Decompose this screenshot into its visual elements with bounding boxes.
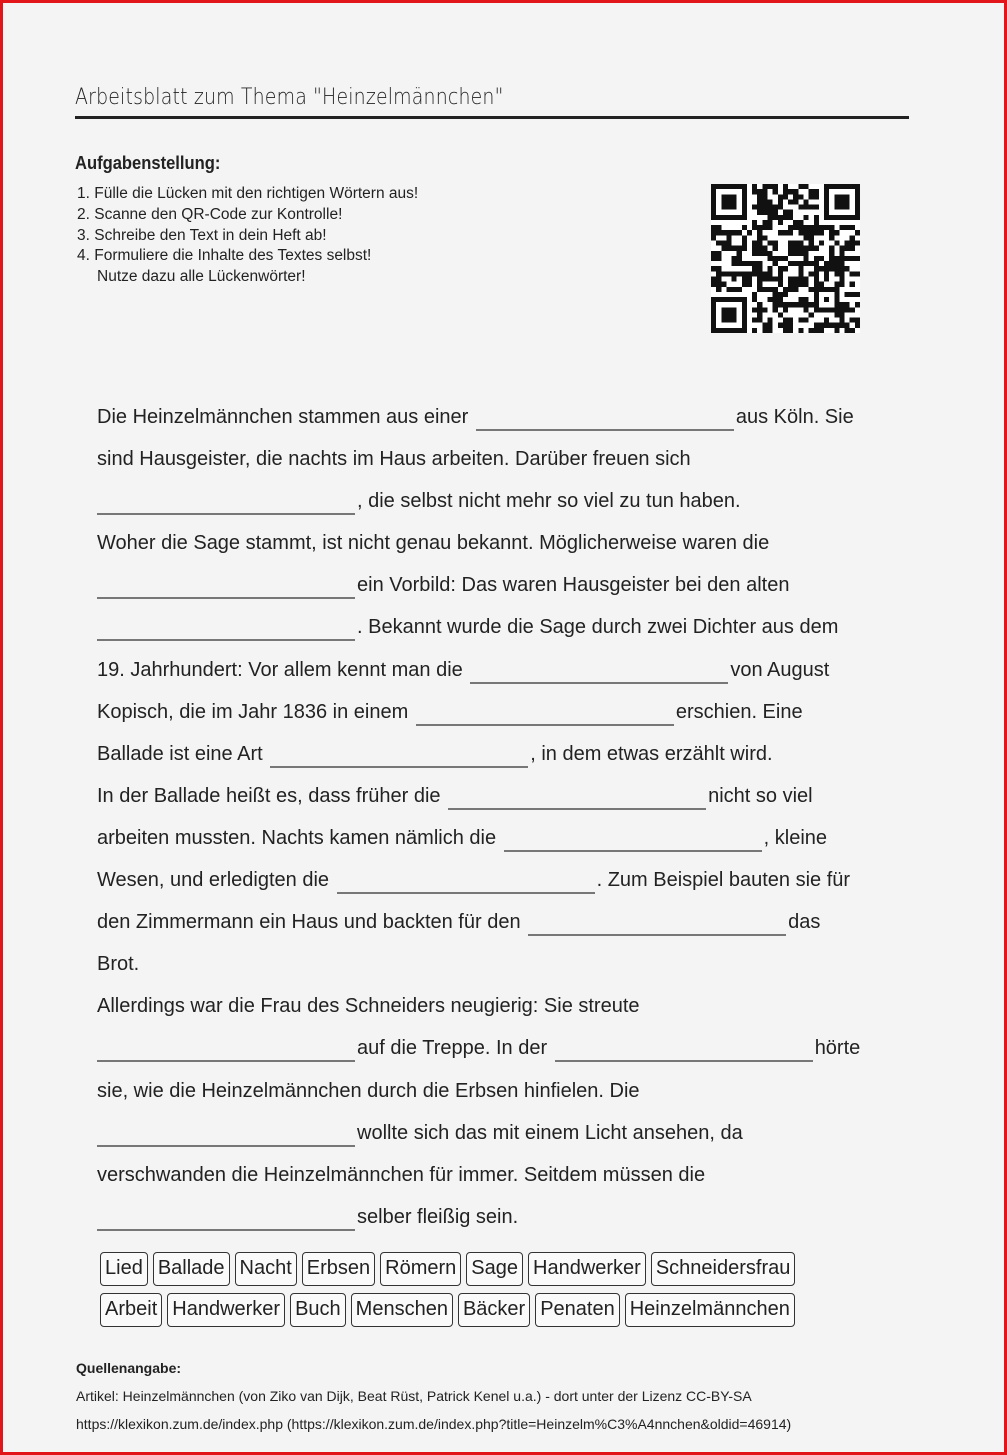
word-bank-item[interactable]: Erbsen — [302, 1252, 375, 1286]
text-segment: sind Hausgeister, die nachts im Haus arbeiten. Darüber freuen sich — [97, 448, 691, 471]
qr-code-icon[interactable] — [711, 184, 860, 333]
text-segment: , die selbst nicht mehr so viel zu tun haben. — [357, 490, 741, 513]
blank-field[interactable] — [470, 660, 728, 684]
task-item: 4. Formuliere die Inhalte des Textes selbst! — [77, 247, 372, 265]
blank-field[interactable] — [476, 407, 734, 431]
blank-field[interactable] — [97, 491, 355, 515]
text-segment: , kleine — [763, 826, 828, 849]
word-bank-item[interactable]: Sage — [466, 1252, 523, 1286]
text-line — [97, 1196, 897, 1238]
text-line — [97, 817, 897, 859]
word-bank-item[interactable]: Römern — [380, 1252, 461, 1286]
word-bank-item[interactable]: Schneidersfrau — [651, 1252, 796, 1286]
text-segment: nicht so viel — [708, 784, 813, 807]
task-list — [77, 184, 418, 288]
text-line — [97, 1070, 897, 1112]
blank-field[interactable] — [555, 1038, 813, 1062]
blank-field[interactable] — [97, 617, 355, 641]
text-segment: den Zimmermann ein Haus und backten für den — [97, 911, 527, 934]
page-title: Arbeitsblatt zum Thema "Heinzelmännchen" — [75, 85, 504, 110]
text-line — [97, 859, 897, 901]
word-bank-item[interactable]: Ballade — [153, 1252, 230, 1286]
text-line — [97, 480, 897, 522]
text-segment: . Zum Beispiel bauten sie für — [596, 869, 851, 892]
text-segment: Die Heinzelmännchen stammen aus einer — [97, 406, 474, 428]
text-line — [97, 1112, 897, 1154]
text-segment: ein Vorbild: Das waren Hausgeister bei den alten — [357, 574, 790, 597]
text-segment: auf die Treppe. In der — [357, 1037, 553, 1060]
text-segment: das — [788, 911, 821, 934]
text-segment: In der Ballade heißt es, dass früher die — [97, 784, 447, 807]
word-bank-item[interactable]: Menschen — [351, 1293, 453, 1327]
text-segment: verschwanden die Heinzelmännchen für immer. Seitdem müssen die — [97, 1163, 706, 1186]
word-bank-row — [100, 1252, 900, 1293]
blank-field[interactable] — [504, 828, 762, 852]
task-item: 3. Schreibe den Text in dein Heft ab! — [77, 226, 327, 244]
word-bank-item[interactable]: Penaten — [535, 1293, 620, 1327]
text-line — [97, 775, 897, 817]
text-line — [97, 606, 897, 648]
text-segment: Allerdings war die Frau des Schneiders neugierig: Sie streute — [97, 995, 640, 1018]
task-item: 1. Fülle die Lücken mit den richtigen Wörtern aus! — [77, 185, 419, 202]
text-segment: selber fleißig sein. — [357, 1205, 519, 1228]
text-line — [97, 564, 897, 606]
text-line — [97, 649, 897, 691]
blank-field[interactable] — [528, 912, 786, 936]
blank-field[interactable] — [97, 1123, 355, 1147]
text-line — [97, 691, 897, 733]
word-bank-item[interactable]: Buch — [290, 1293, 346, 1327]
text-segment: . Bekannt wurde die Sage durch zwei Dichter aus dem — [357, 616, 839, 639]
text-line — [97, 438, 897, 480]
blank-field[interactable] — [97, 1207, 355, 1231]
text-segment: Ballade ist eine Art — [97, 742, 269, 765]
blank-field[interactable] — [448, 786, 706, 810]
text-segment: hörte — [814, 1037, 861, 1060]
text-segment: , in dem etwas erzählt wird. — [530, 742, 773, 765]
word-bank-row — [100, 1293, 900, 1334]
text-line — [97, 943, 897, 985]
text-line — [97, 396, 897, 438]
text-segment: sie, wie die Heinzelmännchen durch die Erbsen hinfielen. Die — [97, 1079, 640, 1102]
text-segment: Woher die Sage stammt, ist nicht genau bekannt. Möglicherweise waren die — [97, 532, 770, 555]
word-bank-item[interactable]: Bäcker — [458, 1293, 530, 1327]
text-segment: Kopisch, die im Jahr 1836 in einem — [97, 700, 414, 723]
source-url[interactable]: https://klexikon.zum.de/index.php (https://klexikon.zum.de/index.php?title=Heinzelm%C3%A4nnchen&oldid=46914) — [76, 1416, 792, 1432]
task-item: Nutze dazu alle Lückenwörter! — [97, 268, 306, 286]
text-segment: 19. Jahrhundert: Vor allem kennt man die — [97, 658, 469, 681]
source-heading: Quellenangabe: — [76, 1360, 182, 1376]
title-underline — [75, 116, 909, 119]
word-bank-item[interactable]: Handwerker — [167, 1293, 285, 1327]
blank-field[interactable] — [97, 575, 355, 599]
text-line — [97, 522, 897, 564]
text-segment: erschien. Eine — [675, 700, 803, 723]
task-heading: Aufgabenstellung: — [75, 153, 221, 173]
blank-field[interactable] — [337, 870, 595, 894]
word-bank-item[interactable]: Nacht — [235, 1252, 297, 1286]
word-bank-item[interactable]: Handwerker — [528, 1252, 646, 1286]
text-segment: Wesen, und erledigten die — [97, 869, 335, 892]
task-item: 2. Scanne den QR-Code zur Kontrolle! — [77, 205, 343, 223]
blank-field[interactable] — [97, 1038, 355, 1062]
blank-field[interactable] — [270, 744, 528, 768]
text-line — [97, 1154, 897, 1196]
text-segment: arbeiten mussten. Nachts kamen nämlich die — [97, 826, 502, 849]
word-bank — [100, 1252, 900, 1334]
text-segment: Brot. — [97, 953, 140, 976]
word-bank-item[interactable]: Arbeit — [100, 1293, 162, 1327]
text-segment: von August — [730, 658, 830, 681]
text-line — [97, 733, 897, 775]
text-line — [97, 985, 897, 1027]
text-line — [97, 901, 897, 943]
cloze-text — [97, 396, 897, 1238]
text-segment: wollte sich das mit einem Licht ansehen, da — [357, 1121, 743, 1144]
source-article: Artikel: Heinzelmännchen (von Ziko van Dijk, Beat Rüst, Patrick Kenel u.a.) - dort unter der Lizenz CC-BY-SA — [76, 1388, 752, 1404]
word-bank-item[interactable]: Heinzelmännchen — [625, 1293, 795, 1327]
text-line — [97, 1027, 897, 1069]
text-segment: aus Köln. Sie — [735, 406, 854, 428]
word-bank-item[interactable]: Lied — [100, 1252, 148, 1286]
blank-field[interactable] — [416, 702, 674, 726]
